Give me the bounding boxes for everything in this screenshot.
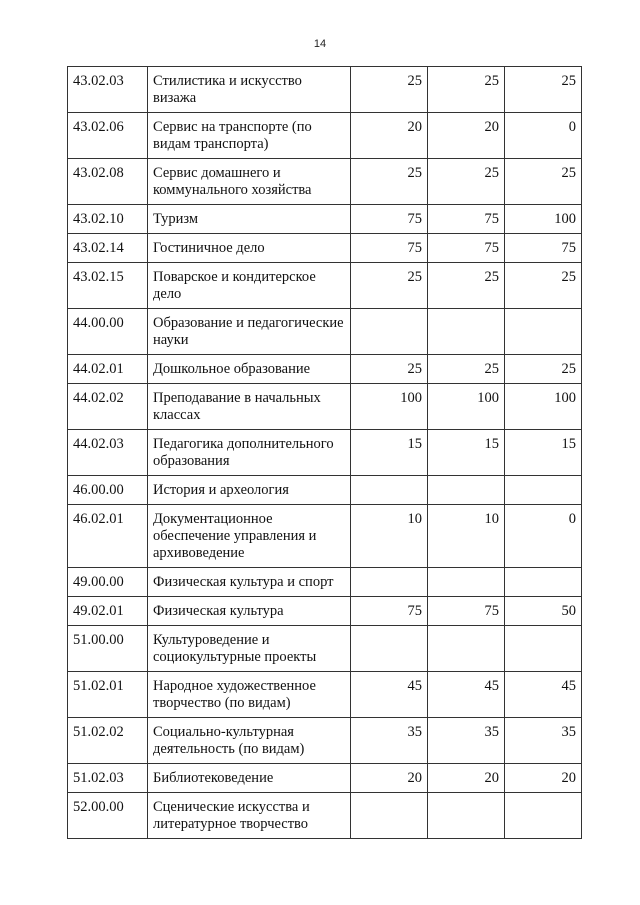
code-cell: 46.02.01 bbox=[68, 505, 148, 568]
value-cell-1 bbox=[351, 568, 428, 597]
table-body bbox=[68, 67, 582, 839]
value-cell-3 bbox=[505, 476, 582, 505]
value-cell-1: 75 bbox=[351, 234, 428, 263]
name-cell: Народное художественное творчество (по видам) bbox=[148, 672, 351, 718]
value-cell-2: 15 bbox=[428, 430, 505, 476]
name-cell: Социально-культурная деятельность (по видам) bbox=[148, 718, 351, 764]
code-cell: 51.02.02 bbox=[68, 718, 148, 764]
value-cell-2: 25 bbox=[428, 67, 505, 113]
code-cell: 43.02.03 bbox=[68, 67, 148, 113]
table-row bbox=[68, 568, 582, 597]
value-cell-2: 20 bbox=[428, 764, 505, 793]
code-cell: 49.00.00 bbox=[68, 568, 148, 597]
table-row bbox=[68, 159, 582, 205]
name-cell: Сервис домашнего и коммунального хозяйства bbox=[148, 159, 351, 205]
value-cell-3: 45 bbox=[505, 672, 582, 718]
name-cell: Сервис на транспорте (по видам транспорта) bbox=[148, 113, 351, 159]
table-row bbox=[68, 430, 582, 476]
value-cell-3: 25 bbox=[505, 67, 582, 113]
code-cell: 49.02.01 bbox=[68, 597, 148, 626]
name-cell: Физическая культура и спорт bbox=[148, 568, 351, 597]
table-row bbox=[68, 113, 582, 159]
value-cell-3 bbox=[505, 309, 582, 355]
value-cell-2: 25 bbox=[428, 159, 505, 205]
name-cell: Документационное обеспечение управления и архивоведение bbox=[148, 505, 351, 568]
table-row bbox=[68, 234, 582, 263]
table-row bbox=[68, 672, 582, 718]
value-cell-1: 35 bbox=[351, 718, 428, 764]
value-cell-2: 75 bbox=[428, 597, 505, 626]
table-row bbox=[68, 597, 582, 626]
value-cell-1: 25 bbox=[351, 159, 428, 205]
value-cell-3 bbox=[505, 793, 582, 839]
name-cell: Сценические искусства и литературное творчество bbox=[148, 793, 351, 839]
code-cell: 51.02.01 bbox=[68, 672, 148, 718]
value-cell-2 bbox=[428, 309, 505, 355]
name-cell: Образование и педагогические науки bbox=[148, 309, 351, 355]
value-cell-3: 15 bbox=[505, 430, 582, 476]
value-cell-1: 25 bbox=[351, 355, 428, 384]
value-cell-2: 25 bbox=[428, 263, 505, 309]
specialties-table bbox=[67, 66, 582, 839]
value-cell-3: 0 bbox=[505, 113, 582, 159]
name-cell: Культуроведение и социокультурные проекты bbox=[148, 626, 351, 672]
value-cell-1 bbox=[351, 626, 428, 672]
table-row bbox=[68, 764, 582, 793]
name-cell: Туризм bbox=[148, 205, 351, 234]
value-cell-3: 25 bbox=[505, 159, 582, 205]
code-cell: 44.00.00 bbox=[68, 309, 148, 355]
value-cell-3 bbox=[505, 626, 582, 672]
value-cell-1: 20 bbox=[351, 764, 428, 793]
value-cell-3: 20 bbox=[505, 764, 582, 793]
value-cell-1: 25 bbox=[351, 263, 428, 309]
name-cell: Физическая культура bbox=[148, 597, 351, 626]
code-cell: 46.00.00 bbox=[68, 476, 148, 505]
value-cell-1 bbox=[351, 793, 428, 839]
value-cell-1: 100 bbox=[351, 384, 428, 430]
value-cell-2: 35 bbox=[428, 718, 505, 764]
value-cell-3 bbox=[505, 568, 582, 597]
code-cell: 51.00.00 bbox=[68, 626, 148, 672]
value-cell-1: 15 bbox=[351, 430, 428, 476]
table-row bbox=[68, 718, 582, 764]
value-cell-1: 75 bbox=[351, 205, 428, 234]
code-cell: 44.02.01 bbox=[68, 355, 148, 384]
value-cell-3: 75 bbox=[505, 234, 582, 263]
value-cell-1: 10 bbox=[351, 505, 428, 568]
value-cell-2: 75 bbox=[428, 234, 505, 263]
value-cell-3: 100 bbox=[505, 384, 582, 430]
table-row bbox=[68, 205, 582, 234]
table-row bbox=[68, 309, 582, 355]
code-cell: 44.02.02 bbox=[68, 384, 148, 430]
name-cell: Дошкольное образование bbox=[148, 355, 351, 384]
table-row bbox=[68, 626, 582, 672]
name-cell: Преподавание в начальных классах bbox=[148, 384, 351, 430]
value-cell-2 bbox=[428, 568, 505, 597]
table-row bbox=[68, 793, 582, 839]
code-cell: 43.02.15 bbox=[68, 263, 148, 309]
table-row bbox=[68, 476, 582, 505]
value-cell-3: 50 bbox=[505, 597, 582, 626]
table-row bbox=[68, 67, 582, 113]
value-cell-3: 100 bbox=[505, 205, 582, 234]
code-cell: 44.02.03 bbox=[68, 430, 148, 476]
page-number: 14 bbox=[313, 38, 327, 50]
value-cell-2: 100 bbox=[428, 384, 505, 430]
value-cell-3: 35 bbox=[505, 718, 582, 764]
code-cell: 51.02.03 bbox=[68, 764, 148, 793]
value-cell-3: 0 bbox=[505, 505, 582, 568]
name-cell: Поварское и кондитерское дело bbox=[148, 263, 351, 309]
table-row bbox=[68, 505, 582, 568]
value-cell-2: 10 bbox=[428, 505, 505, 568]
code-cell: 43.02.06 bbox=[68, 113, 148, 159]
value-cell-2: 75 bbox=[428, 205, 505, 234]
value-cell-2 bbox=[428, 476, 505, 505]
value-cell-3: 25 bbox=[505, 263, 582, 309]
table-row bbox=[68, 263, 582, 309]
value-cell-1: 45 bbox=[351, 672, 428, 718]
name-cell: Педагогика дополнительного образования bbox=[148, 430, 351, 476]
name-cell: Гостиничное дело bbox=[148, 234, 351, 263]
code-cell: 52.00.00 bbox=[68, 793, 148, 839]
value-cell-2 bbox=[428, 793, 505, 839]
value-cell-1 bbox=[351, 476, 428, 505]
table-row bbox=[68, 384, 582, 430]
table-row bbox=[68, 355, 582, 384]
value-cell-2: 25 bbox=[428, 355, 505, 384]
value-cell-1: 20 bbox=[351, 113, 428, 159]
name-cell: Стилистика и искусство визажа bbox=[148, 67, 351, 113]
value-cell-1 bbox=[351, 309, 428, 355]
code-cell: 43.02.08 bbox=[68, 159, 148, 205]
value-cell-2: 45 bbox=[428, 672, 505, 718]
value-cell-1: 75 bbox=[351, 597, 428, 626]
value-cell-2: 20 bbox=[428, 113, 505, 159]
code-cell: 43.02.14 bbox=[68, 234, 148, 263]
value-cell-1: 25 bbox=[351, 67, 428, 113]
value-cell-2 bbox=[428, 626, 505, 672]
name-cell: История и археология bbox=[148, 476, 351, 505]
value-cell-3: 25 bbox=[505, 355, 582, 384]
name-cell: Библиотековедение bbox=[148, 764, 351, 793]
code-cell: 43.02.10 bbox=[68, 205, 148, 234]
